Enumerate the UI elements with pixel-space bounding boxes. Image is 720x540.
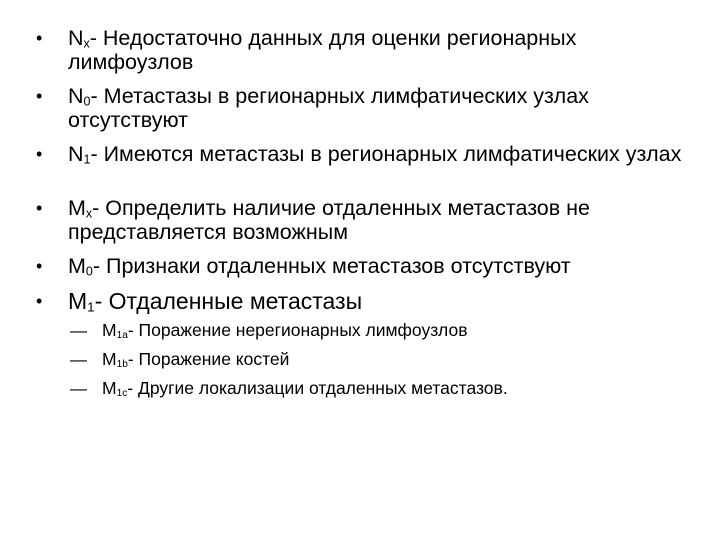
symbol-subscript: 0 (83, 94, 91, 109)
item-symbol (68, 196, 92, 220)
list-item-mx (36, 196, 696, 244)
item-symbol (68, 288, 95, 314)
symbol-subscript: 1 (83, 152, 91, 167)
sub-item-m1a (36, 320, 696, 341)
sub-item-m1c (36, 378, 696, 399)
list-item-n1 (36, 142, 696, 166)
item-text: - Имеются метастазы в регионарных лимфатических узлах (90, 142, 682, 166)
symbol-letter: M (102, 349, 117, 369)
bullet-icon: • (36, 256, 43, 276)
symbol-subscript: x (85, 206, 93, 221)
sub-item-text: - Поражение костей (127, 349, 290, 369)
symbol-subscript: 1 (87, 299, 95, 315)
item-symbol (68, 254, 93, 278)
item-text: - Метастазы в регионарных лимфатических узлах отсутствуют (68, 84, 589, 132)
sub-item-text: - Другие локализации отдаленных метастазов. (127, 378, 508, 398)
symbol-letter: N (68, 142, 84, 166)
dash-icon: — (70, 379, 87, 398)
sub-item-symbol (102, 320, 128, 340)
bullet-icon: • (36, 86, 43, 106)
item-symbol (68, 84, 90, 108)
sub-list-wrapper (36, 320, 696, 399)
m1-sub-list (36, 320, 696, 399)
bullet-icon: • (36, 144, 43, 164)
symbol-letter: M (68, 254, 86, 278)
symbol-letter: N (68, 26, 84, 50)
list-item-m0 (36, 254, 696, 278)
list-item-nx (36, 26, 696, 74)
item-text: - Недостаточно данных для оценки регионарных лимфоузлов (68, 26, 577, 74)
sub-item-text: - Поражение нерегионарных лимфоузлов (127, 320, 468, 340)
symbol-subscript: 0 (85, 264, 93, 279)
symbol-letter: M (68, 288, 88, 314)
bullet-icon: • (36, 291, 43, 311)
symbol-subscript: 1b (116, 359, 128, 371)
item-symbol (68, 26, 90, 50)
symbol-letter: M (102, 378, 117, 398)
symbol-letter: N (68, 84, 84, 108)
symbol-subscript: 1c (116, 388, 128, 400)
dash-icon: — (70, 350, 87, 369)
list-item-m1 (36, 288, 696, 314)
symbol-letter: M (68, 196, 86, 220)
item-symbol (68, 142, 90, 166)
item-text: - Определить наличие отдаленных метастазов не представляется возможным (68, 196, 590, 244)
sub-item-symbol (102, 349, 128, 369)
bullet-icon: • (36, 198, 43, 218)
item-text: - Признаки отдаленных метастазов отсутствуют (92, 254, 571, 278)
symbol-letter: M (102, 320, 117, 340)
classification-list (36, 26, 696, 407)
dash-icon: — (70, 321, 87, 340)
list-item-n0 (36, 84, 696, 132)
bullet-icon: • (36, 28, 43, 48)
sub-item-m1b (36, 349, 696, 370)
symbol-subscript: 1a (116, 330, 128, 342)
sub-item-symbol (102, 378, 127, 398)
symbol-subscript: x (83, 36, 90, 51)
item-text: - Отдаленные метастазы (94, 288, 363, 314)
